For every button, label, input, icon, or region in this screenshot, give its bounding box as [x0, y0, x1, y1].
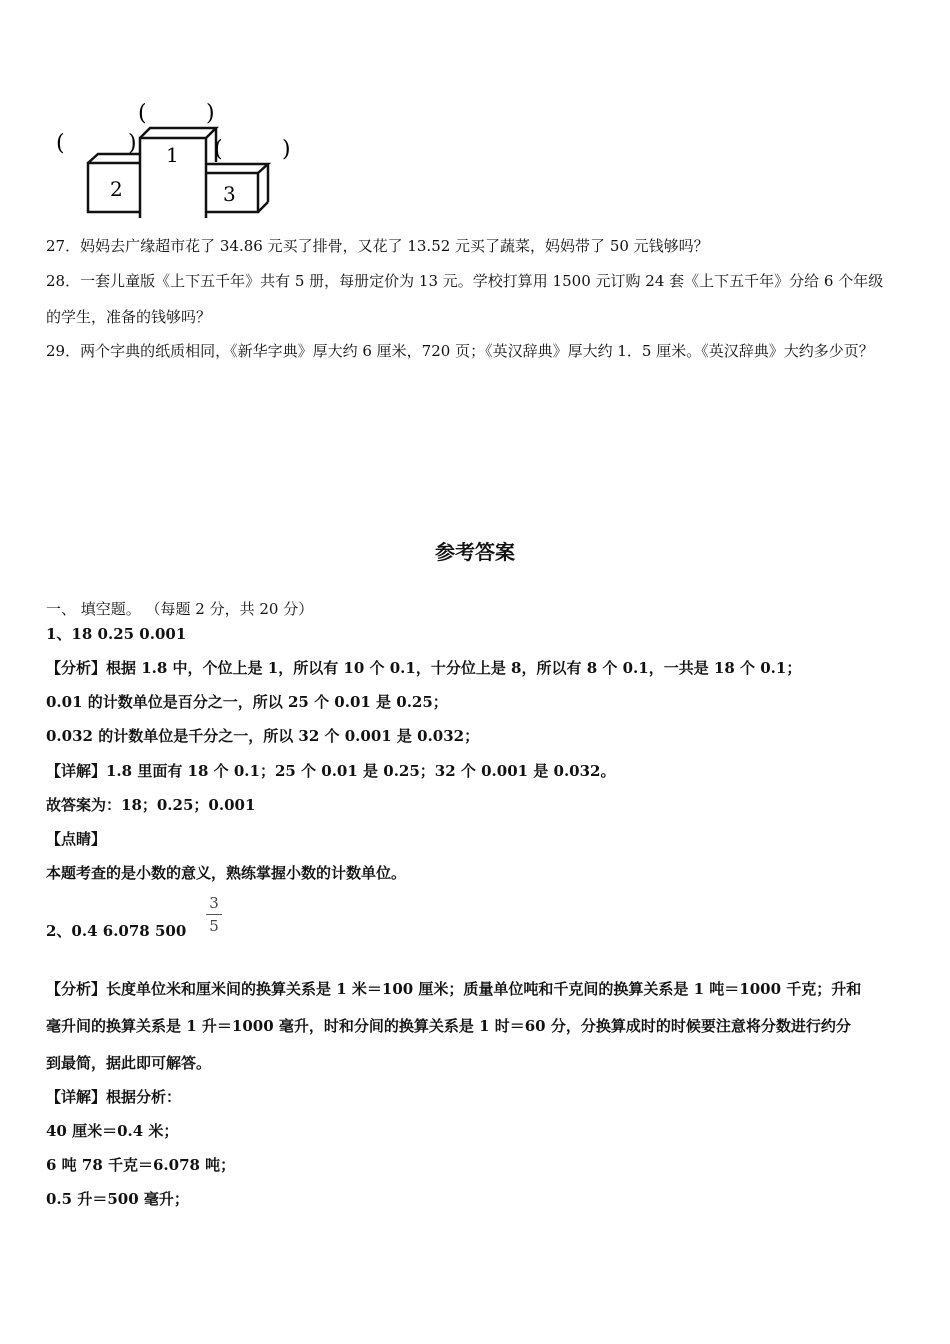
- podium-label-2: 2: [110, 177, 123, 201]
- paren-top-close: ): [206, 101, 215, 126]
- answer-1-point: 本题考查的是小数的意义，熟练掌握小数的计数单位。: [46, 864, 407, 882]
- podium-figure: [48, 98, 308, 218]
- answer-1: 1、18 0.25 0.001: [46, 625, 187, 643]
- answer-2-detail: 【详解】根据分析：: [46, 1088, 182, 1106]
- answer-1-analysis-2: 0.01 的计数单位是百分之一，所以 25 个 0.01 是 0.25；: [46, 693, 448, 711]
- paren-left-open: (: [56, 131, 65, 156]
- answer-1-analysis-3: 0.032 的计数单位是千分之一，所以 32 个 0.001 是 0.032；: [46, 727, 480, 745]
- fraction-bar: [206, 914, 222, 915]
- section-heading: 一、 填空题。 （每题 2 分，共 20 分）: [46, 600, 314, 618]
- answer-2-step-2: 6 吨 78 千克＝6.078 吨；: [46, 1156, 236, 1174]
- answers-title: 参考答案: [435, 540, 515, 564]
- answer-2-analysis-1: 【分析】长度单位米和厘米间的换算关系是 1 米＝100 厘米；质量单位吨和千克间的换算关系是 1 吨＝1000 千克；升和: [46, 980, 862, 998]
- answer-2-step-1: 40 厘米＝0.4 米；: [46, 1122, 179, 1140]
- answer-2-step-3: 0.5 升＝500 毫升；: [46, 1190, 189, 1208]
- answer-1-analysis-1: 【分析】根据 1.8 中，个位上是 1，所以有 10 个 0.1，十分位上是 8，所以有 8 个 0.1，一共是 18 个 0.1；: [46, 659, 802, 677]
- question-28-cont: 的学生，准备的钱够吗？: [46, 308, 212, 326]
- paren-top-open: (: [138, 101, 147, 126]
- paren-right-open: (: [214, 137, 223, 162]
- question-27: 27．妈妈去广缘超市花了 34.86 元买了排骨，又花了 13.52 元买了蔬菜，妈妈带了 50 元钱够吗？: [46, 237, 709, 255]
- answer-1-detail: 【详解】1.8 里面有 18 个 0.1；25 个 0.01 是 0.25；32 个 0.001 是 0.032。: [46, 762, 616, 780]
- answer-1-result: 故答案为：18；0.25；0.001: [46, 796, 256, 814]
- podium-label-1: 1: [166, 143, 179, 167]
- podium-label-3: 3: [223, 182, 236, 206]
- paren-right-close: ): [282, 137, 291, 162]
- paren-left-close: ): [128, 131, 137, 156]
- question-28: 28．一套儿童版《上下五千年》共有 5 册，每册定价为 13 元。学校打算用 1500 元订购 24 套《上下五千年》分给 6 个年级: [46, 272, 884, 290]
- fraction-numerator: 3: [209, 894, 219, 912]
- answer-2-analysis-3: 到最简，据此即可解答。: [46, 1054, 212, 1072]
- answer-2-fraction: [206, 894, 222, 935]
- podium-top-1: [140, 128, 216, 138]
- fraction-denominator: 5: [209, 917, 219, 935]
- question-29: 29．两个字典的纸质相同，《新华字典》厚大约 6 厘米，720 页；《英汉辞典》厚大约 1．5 厘米。《英汉辞典》大约多少页？: [46, 342, 874, 360]
- answer-2: 2、0.4 6.078 500: [46, 922, 187, 940]
- answer-1-point-title: 【点睛】: [46, 830, 107, 848]
- answer-2-analysis-2: 毫升间的换算关系是 1 升＝1000 毫升，时和分间的换算关系是 1 时＝60 分，分换算成时的时候要注意将分数进行约分: [46, 1017, 851, 1035]
